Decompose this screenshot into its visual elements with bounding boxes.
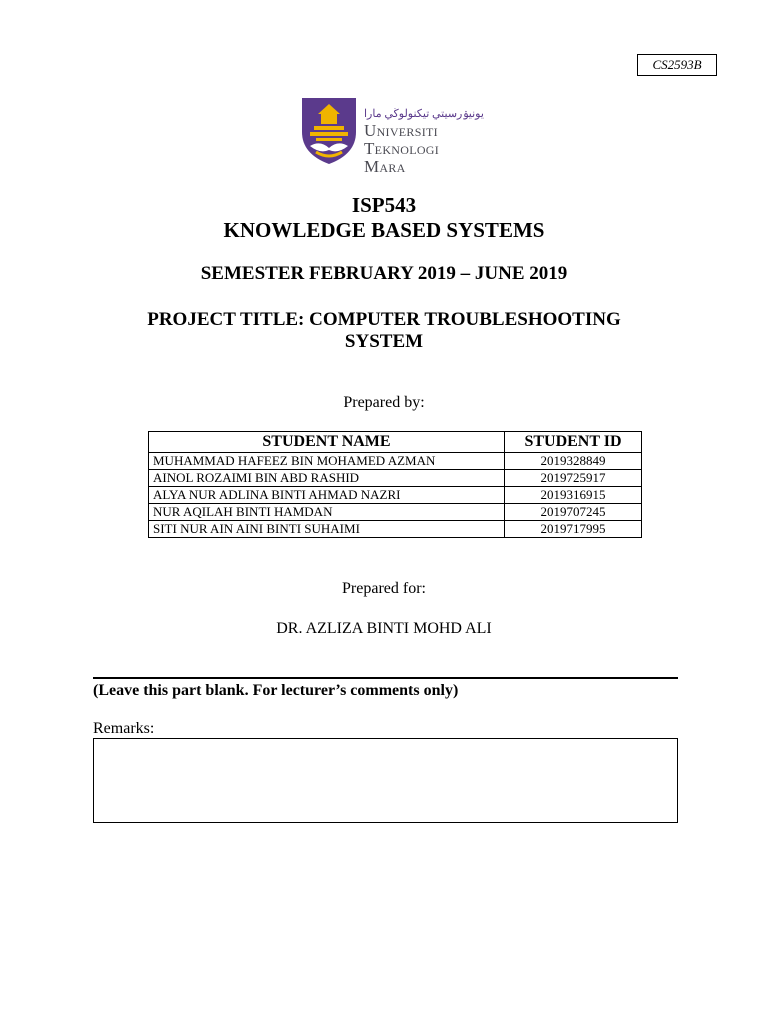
semester-heading: SEMESTER FEBRUARY 2019 – JUNE 2019 [200, 263, 568, 284]
logo-jawi-text: يونيۏرسيتي تيكنولوڬي مارا [364, 108, 484, 120]
table-row [149, 453, 642, 470]
uitm-crest-icon [296, 94, 362, 166]
header-student-id: STUDENT ID [505, 432, 642, 453]
student-name-cell: SITI NUR AIN AINI BINTI SUHAIMI [149, 521, 505, 538]
lecturer-name: DR. AZLIZA BINTI MOHD ALI [276, 620, 492, 637]
course-name: KNOWLEDGE BASED SYSTEMS [223, 218, 545, 242]
prepared-by-label: Prepared by: [343, 394, 425, 411]
logo-line-3: Mara [364, 157, 406, 176]
table-row [149, 521, 642, 538]
table-row [149, 487, 642, 504]
project-title: PROJECT TITLE: COMPUTER TROUBLESHOOTING SYSTEM [147, 309, 621, 352]
students-table [148, 431, 642, 538]
student-name-cell: NUR AQILAH BINTI HAMDAN [149, 504, 505, 521]
table-row [149, 504, 642, 521]
lecturer-note: (Leave this part blank. For lecturer’s comments only) [93, 682, 459, 699]
table-row [149, 470, 642, 487]
student-id-cell: 2019725917 [505, 470, 642, 487]
section-divider [93, 677, 678, 679]
uitm-logo [296, 94, 484, 176]
student-name-cell: ALYA NUR ADLINA BINTI AHMAD NAZRI [149, 487, 505, 504]
student-id-cell: 2019707245 [505, 504, 642, 521]
student-name-cell: AINOL ROZAIMI BIN ABD RASHID [149, 470, 505, 487]
document-code-box: CS2593B [637, 54, 717, 76]
student-id-cell: 2019717995 [505, 521, 642, 538]
remarks-label: Remarks: [93, 720, 155, 737]
student-name-cell: MUHAMMAD HAFEEZ BIN MOHAMED AZMAN [149, 453, 505, 470]
student-id-cell: 2019316915 [505, 487, 642, 504]
header-student-name: STUDENT NAME [149, 432, 505, 453]
student-id-cell: 2019328849 [505, 453, 642, 470]
course-code: ISP543 [351, 193, 417, 217]
remarks-box [93, 738, 678, 823]
table-header-row [149, 432, 642, 453]
logo-line-2: Teknologi [364, 139, 440, 158]
prepared-for-label: Prepared for: [342, 580, 426, 597]
logo-line-1: Universiti [364, 121, 438, 140]
